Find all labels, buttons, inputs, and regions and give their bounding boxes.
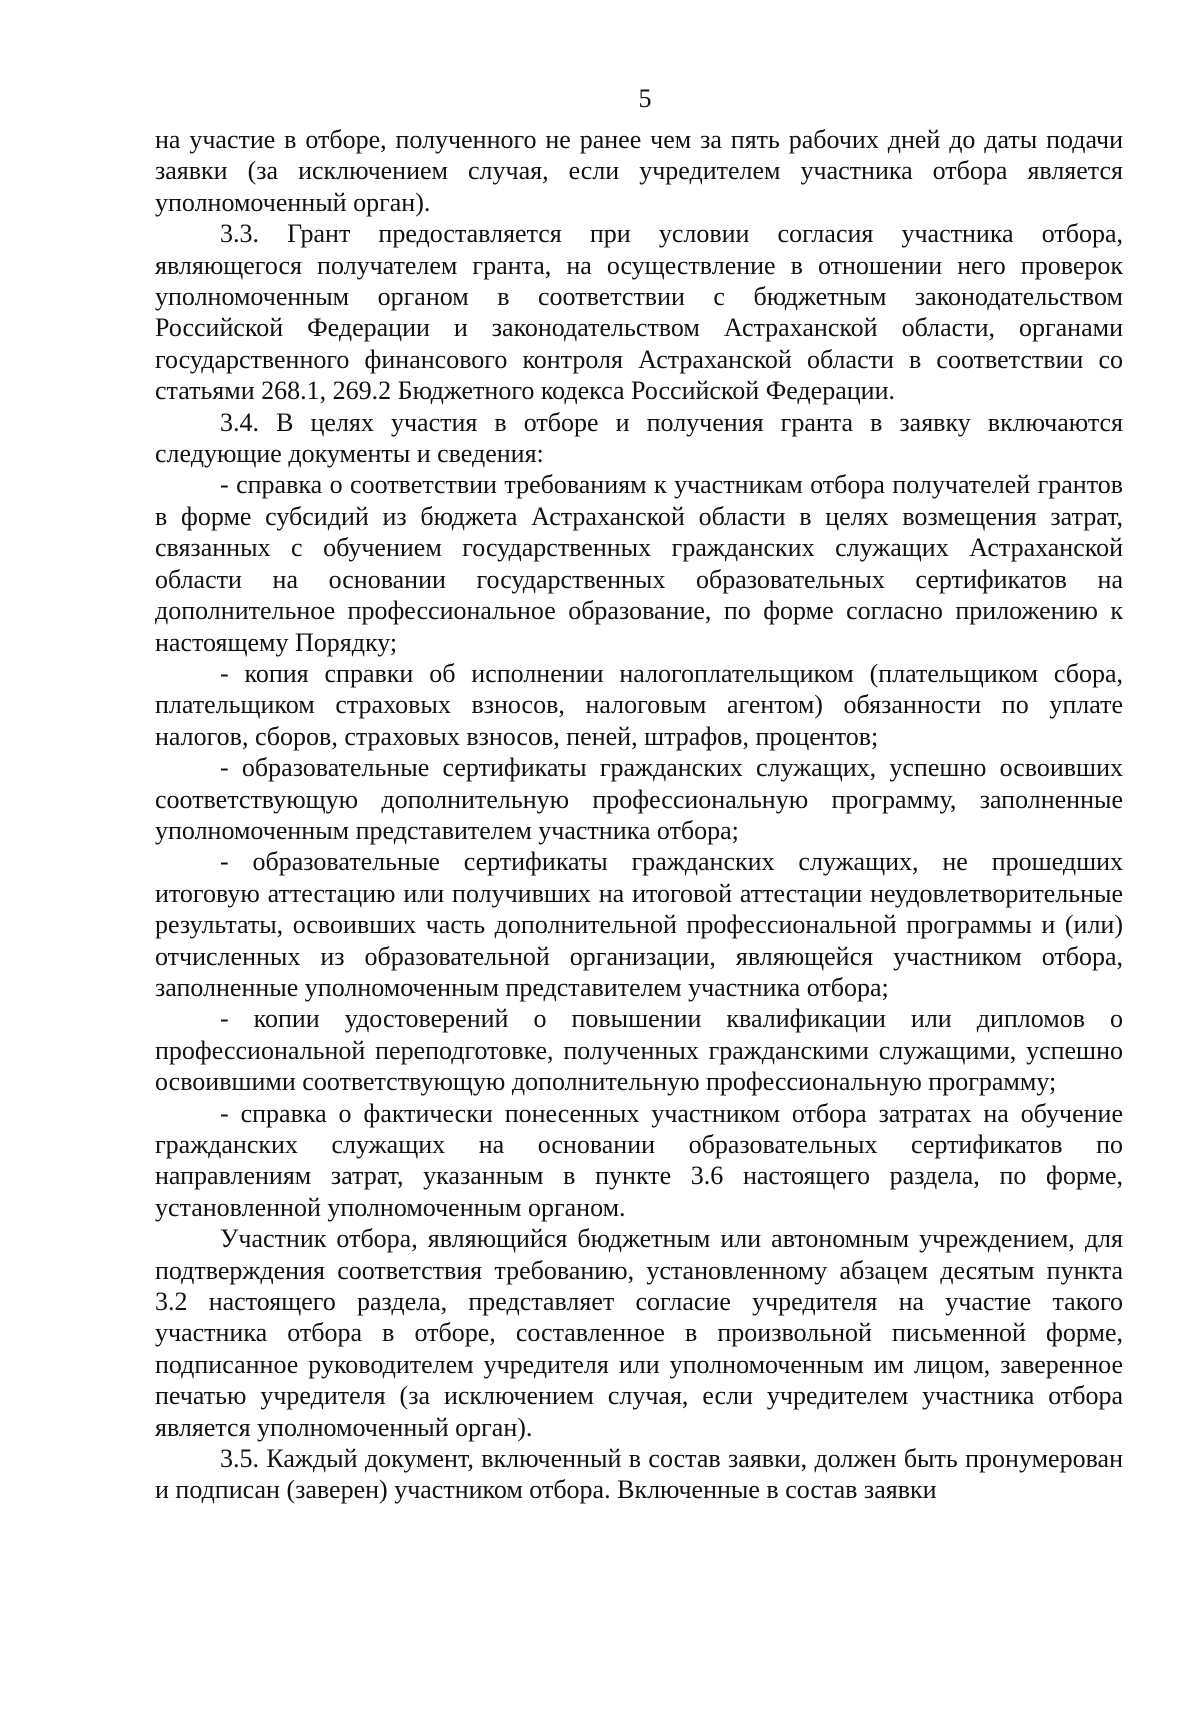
list-item-tax-certificate: - копия справки об исполнении налогоплательщиком (плательщиком сбора, плательщиком страховых взносов, налоговым агентом) обязанности по уплате налогов, сборов, страховых взносов, пеней, штрафов, процентов; <box>155 658 1123 751</box>
list-item-certificates-not-passed: - образовательные сертификаты гражданских служащих, не прошедших итоговую аттестацию или получивших на итоговой аттестации неудовлетворительные результаты, освоивших часть дополнительной профессиональной программы и (или) отчисленных из образовательной организации, являющейся участником отбора, заполненные уполномоченным представителем участника отбора; <box>155 847 1123 1002</box>
list-item-diploma-copies: - копии удостоверений о повышении квалификации или дипломов о профессиональной переподготовке, полученных гражданскими служащими, успешно освоившими соответствующую дополнительную профессиональную программу; <box>155 1004 1123 1097</box>
document-body <box>155 124 1123 1506</box>
paragraph-continuation: на участие в отборе, полученного не ранее чем за пять рабочих дней до даты подачи заявки (за исключением случая, если учредителем участника отбора является уполномоченный орган). <box>155 125 1123 217</box>
paragraph-3-5: 3.5. Каждый документ, включенный в состав заявки, должен быть пронумерован и подписан (заверен) участником отбора. Включенные в состав заявки <box>155 1444 1123 1505</box>
paragraph-3-4: 3.4. В целях участия в отборе и получения гранта в заявку включаются следующие документы и сведения: <box>155 407 1123 469</box>
paragraph-founder-consent: Участник отбора, являющийся бюджетным или автономным учреждением, для подтверждения соответствия требованию, установленному абзацем десятым пункта 3.2 настоящего раздела, представляет согласие учредителя на участие такого участника отбора в отборе, составленное в произвольной письменной форме, подписанное руководителем учредителя или уполномоченным им лицом, заверенное печатью учредителя (за исключением случая, если учредителем участника отбора является уполномоченный орган). <box>155 1224 1123 1442</box>
paragraph-3-3: 3.3. Грант предоставляется при условии согласия участника отбора, являющегося получателем гранта, на осуществление в отношении него проверок уполномоченным органом в соответствии с бюджетным законодательством Российской Федерации и законодательством Астраханской области, органами государственного финансового контроля Астраханской области в соответствии со статьями 268.1, 269.2 Бюджетного кодекса Российской Федерации. <box>155 219 1123 406</box>
list-item-costs-certificate: - справка о фактически понесенных участником отбора затратах на обучение гражданских служащих на основании образовательных сертификатов по направлениям затрат, указанным в пункте 3.6 настоящего раздела, по форме, установленной уполномоченным органом. <box>155 1098 1123 1222</box>
list-item-certificate-compliance: - справка о соответствии требованиям к участникам отбора получателей грантов в форме субсидий из бюджета Астраханской области в целях возмещения затрат, связанных с обучением государственных гражданских служащих Астраханской области на основании государственных образовательных сертификатов на дополнительное профессиональное образование, по форме согласно приложению к настоящему Порядку; <box>155 470 1123 657</box>
page-number: 5 <box>638 84 652 113</box>
list-item-certificates-completed: - образовательные сертификаты гражданских служащих, успешно освоивших соответствующую дополнительную профессиональную программу, заполненные уполномоченным представителем участника отбора; <box>155 753 1123 845</box>
